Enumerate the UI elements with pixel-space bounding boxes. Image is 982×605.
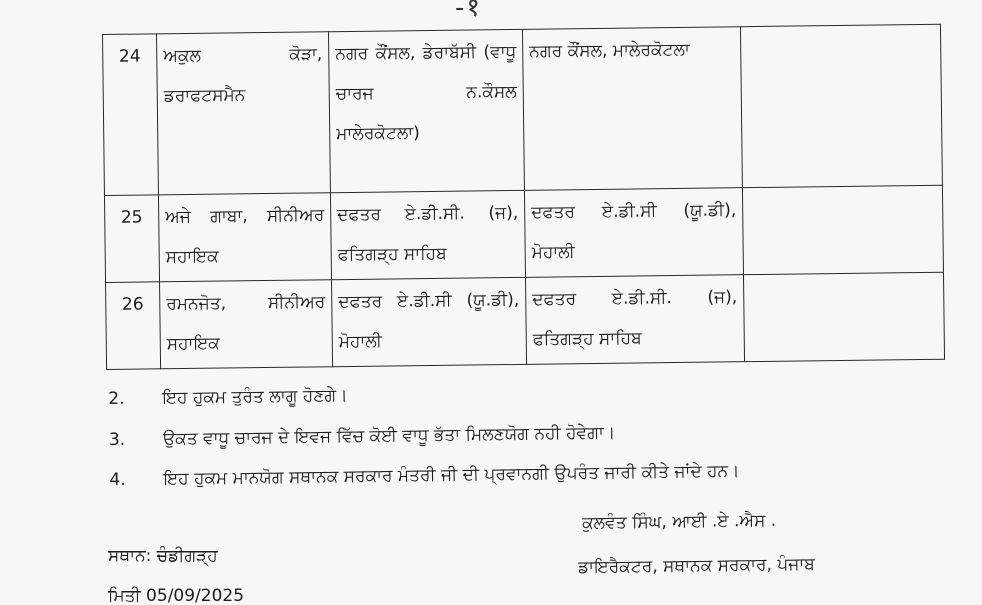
page-header-fragment: -१	[455, 0, 482, 23]
point-number: 2.	[108, 388, 125, 409]
list-item	[109, 461, 739, 490]
from-office: ਦਫਤਰ ਏ.ਡੀ.ਸੀ. (ਜ), ਫਤਿਗੜ੍ਹ ਸਾਹਿਬ	[330, 190, 525, 279]
point-text: ਉਕਤ ਵਾਧੂ ਚਾਰਜ ਦੇ ਇਵਜ ਵਿੱਚ ਕੋਈ ਵਾਧੂ ਭੱਤਾ ਮਿਲਣਯੋਗ ਨਹੀ ਹੋਵੇਗਾ।	[162, 422, 616, 450]
remarks-cell	[742, 185, 943, 274]
table-row	[106, 272, 945, 369]
employee-name: ਅਜੇ ਗਾਬਾ, ਸੀਨੀਅਰ ਸਹਾਇਕ	[158, 193, 331, 282]
place-line: ਸਥਾਨ: ਚੰਡੀਗੜ੍ਹ	[108, 546, 218, 566]
point-text: ਇਹ ਹੁਕਮ ਮਾਨਯੋਗ ਸਥਾਨਕ ਸਰਕਾਰ ਮੰਤਰੀ ਜੀ ਦੀ ਪ੍ਰਵਾਨਗੀ ਉਪਰੰਤ ਜਾਰੀ ਕੀਤੇ ਜਾਂਦੇ ਹਨ।	[163, 461, 740, 490]
point-number: 3.	[108, 429, 126, 450]
employee-name: ਰਮਨਜੋਤ, ਸੀਨੀਅਰ ਸਹਾਇਕ	[160, 280, 333, 369]
list-item	[108, 386, 348, 409]
signatory-name: ਕੁਲਵੰਤ ਸਿੰਘ, ਆਈ .ਏ .ਐਸ .	[581, 510, 777, 534]
point-number: 4.	[109, 469, 126, 490]
remarks-cell	[740, 24, 942, 187]
serial-number: 26	[106, 282, 161, 370]
to-office: ਨਗਰ ਕੌਂਸਲ, ਮਾਲੇਰਕੋਟਲਾ	[522, 27, 742, 191]
from-office: ਨਗਰ ਕੌਂਸਲ, ਡੇਰਾਬੱਸੀ (ਵਾਧੂ ਚਾਰਜ ਨ.ਕੌਸਲ ਮਾਲੇਰਕੋਟਲਾ)	[328, 29, 524, 192]
signatory-designation: ਡਾਇਰੈਕਟਰ, ਸਥਾਨਕ ਸਰਕਾਰ, ਪੰਜਾਬ	[577, 554, 815, 578]
remarks-cell	[743, 272, 944, 361]
list-item	[109, 423, 616, 450]
transfer-table	[102, 24, 945, 370]
employee-name: ਅਕੁਲ ਕੋੜਾ, ਡਰਾਫਟਸਮੈਨ	[157, 32, 331, 195]
table-row	[103, 24, 943, 195]
to-office: ਦਫਤਰ ਏ.ਡੀ.ਸੀ (ਯੂ.ਡੀ), ਮੋਹਾਲੀ	[524, 188, 743, 278]
serial-number: 25	[104, 195, 159, 283]
point-text: ਇਹ ਹੁਕਮ ਤੁਰੰਤ ਲਾਗੂ ਹੋਣਗੇ।	[162, 385, 348, 409]
date-line: ਮਿਤੀ 05/09/2025	[108, 586, 245, 605]
from-office: ਦਫਤਰ ਏ.ਡੀ.ਸੀ (ਯੂ.ਡੀ), ਮੋਹਾਲੀ	[332, 277, 527, 366]
to-office: ਦਫਤਰ ਏ.ਡੀ.ਸੀ. (ਜ), ਫਤਿਗੜ੍ਹ ਸਾਹਿਬ	[526, 275, 745, 365]
table-row	[104, 185, 943, 282]
serial-number: 24	[103, 34, 159, 196]
